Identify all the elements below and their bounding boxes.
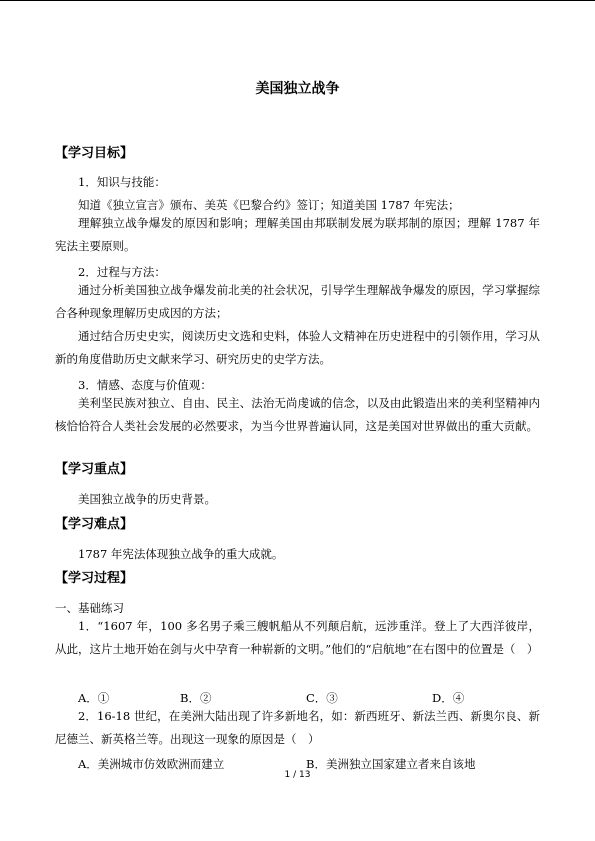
goal-2-paragraph-2: 通过结合历史史实，阅读历史文选和史料，体验人文精神在历史进程中的引领作用，学习从新的角度借助历史文献来学习、研究历史的史学方法。: [55, 329, 540, 366]
focus-text: 美国独立战争的历史背景。: [78, 492, 216, 506]
page-top-rule: [0, 0, 595, 1]
goal-3-label: 3．情感、态度与价值观：: [78, 378, 212, 392]
section-heading-process: 【学习过程】: [55, 571, 134, 586]
q1-option-a: A．①: [78, 691, 110, 705]
goal-1-paragraph: 理解独立战争爆发的原因和影响；理解美国由邦联制发展为联邦制的原因；理解 1787 年宪法主要原则。: [55, 216, 540, 253]
page-number: 1 / 13: [284, 770, 311, 780]
difficulty-text: 1787 年宪法体现独立战争的重大成就。: [78, 547, 284, 561]
goal-1-line: 知道《独立宣言》颁布、美英《巴黎合约》签订；知道美国 1787 年宪法；: [78, 198, 460, 212]
section-heading-focus: 【学习重点】: [55, 462, 134, 477]
goal-1-label: 1．知识与技能：: [78, 175, 166, 189]
q2-option-b: B．美洲独立国家建立者来自该地: [306, 757, 476, 771]
goal-2-label: 2．过程与方法：: [78, 265, 166, 279]
section-heading-goals: 【学习目标】: [55, 146, 134, 161]
section-heading-difficulty: 【学习难点】: [55, 517, 134, 532]
question-2: 2．16-18 世纪，在美洲大陆出现了许多新地名，如：新西班牙、新法兰西、新奥尔良、新尼德兰、新英格兰等。出现这一现象的原因是（ ）: [55, 709, 540, 746]
part-1-heading: 一、基础练习: [55, 601, 124, 615]
q1-option-b: B．②: [180, 691, 212, 705]
goal-2-paragraph-1: 通过分析美国独立战争爆发前北美的社会状况，引导学生理解战争爆发的原因，学习掌握综合各种现象理解历史成因的方法；: [55, 283, 540, 320]
q2-option-a: A．美洲城市仿效欧洲而建立: [78, 757, 225, 771]
q1-option-d: D．④: [432, 691, 465, 705]
question-1: 1．“1607 年，100 多名男子乘三艘帆船从不列颠启航，远涉重洋。登上了大西洋彼岸，从此，这片土地开始在剑与火中孕育一种崭新的文明。”他们的“启航地”在右图中的位置是（ ）: [55, 619, 540, 656]
goal-3-paragraph: 美利坚民族对独立、自由、民主、法治无尚虔诚的信念，以及由此锻造出来的美利坚精神内核恰恰符合人类社会发展的必然要求，为当今世界普遍认同，这是美国对世界做出的重大贡献。: [55, 396, 540, 433]
q1-option-c: C．③: [306, 691, 338, 705]
page-title: 美国独立战争: [255, 81, 340, 97]
